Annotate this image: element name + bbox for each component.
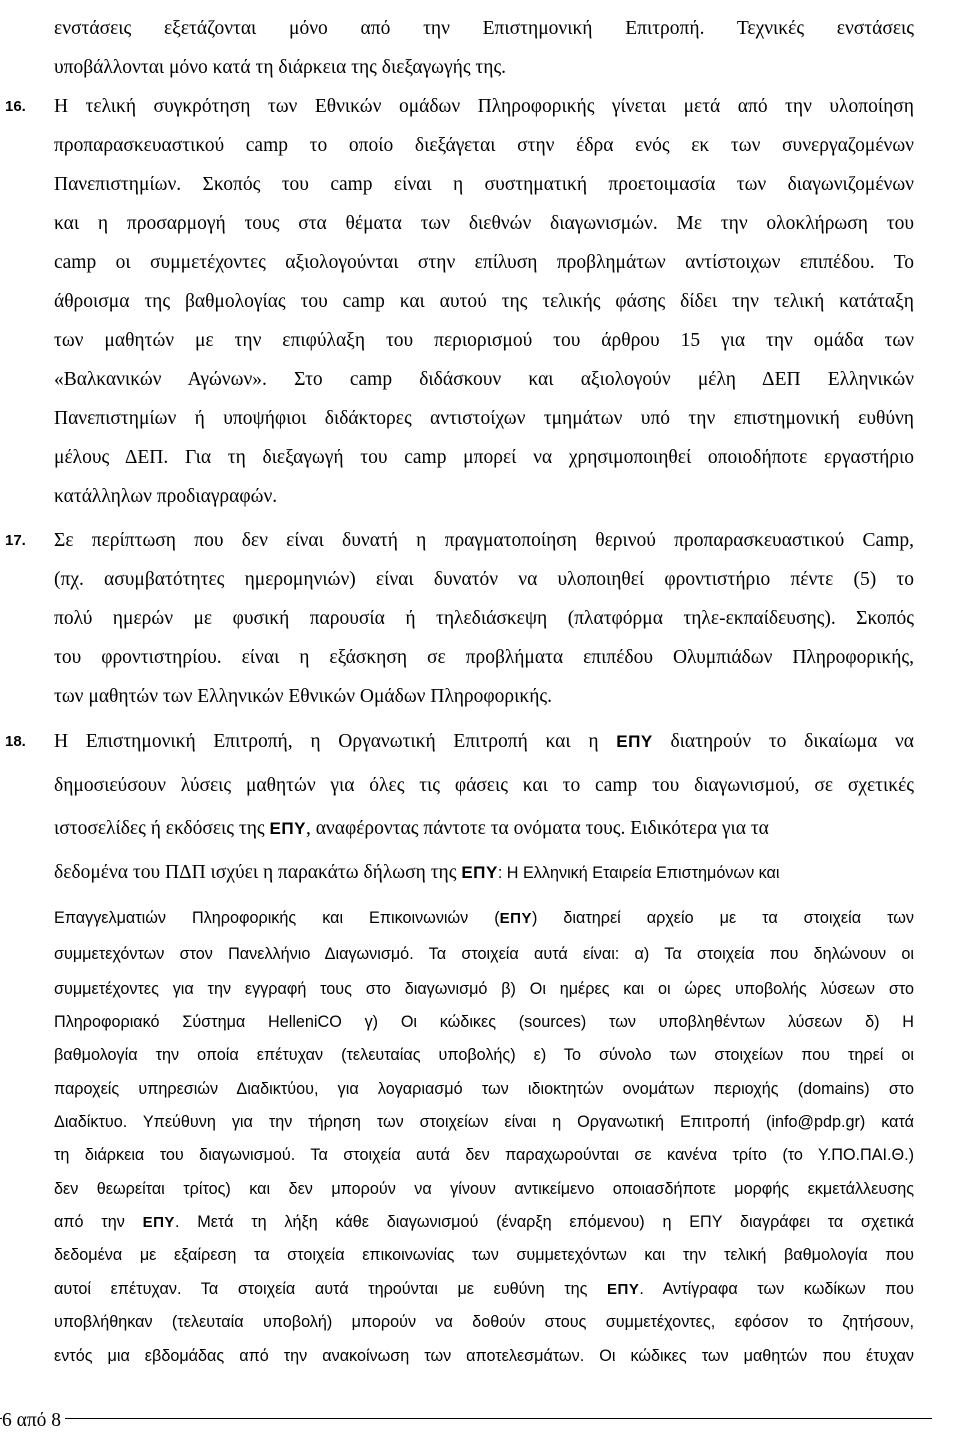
item-18-line-5-b: ) διατηρεί αρχείο με τα στοιχεία των	[531, 909, 914, 927]
item-18-line-14-a: από την	[54, 1213, 125, 1231]
item-18-line-15: δεδομένα με εξαίρεση τα στοιχεία επικοινωνίας των συμμετεχόντων και την τελική βαθμολογία που	[54, 1246, 914, 1264]
item-18-line-5	[54, 909, 914, 928]
item-16-line-10: μέλους ΔΕΠ. Για τη διεξαγωγή του camp μπορεί να χρησιμοποιηθεί οποιοδήποτε εργαστήριο	[54, 447, 914, 468]
item-18-line-8: Πληροφοριακό Σύστημα HelleniCO γ) Οι κώδικες (sources) των υποβληθέντων λύσεων δ) Η	[54, 1013, 914, 1031]
item-16-number: 16.	[5, 98, 26, 115]
item-17-line-1: Σε περίπτωση που δεν είναι δυνατή η πραγματοποίηση θερινού προπαρασκευαστικού Camp,	[54, 530, 914, 551]
item-18-line-4-b: : Η Ελληνική Εταιρεία Επιστημόνων και	[497, 864, 780, 882]
item-18-line-11: Διαδίκτυο. Υπεύθυνη για την τήρηση των στοιχείων είναι η Οργανωτική Επιτροπή (info@pdp.gr) κατά	[54, 1113, 914, 1131]
item-18-line-2: δημοσιεύσουν λύσεις μαθητών για όλες τις φάσεις και το camp του διαγωνισμού, σε σχετικές	[54, 775, 914, 796]
item-18-line-7: συμμετέχοντες για την εγγραφή τους στο διαγωνισμό β) Οι ημέρες και οι ώρες υποβολής λύσεων στο	[54, 980, 914, 998]
item-16-line-4: και η προσαρμογή τους στα θέματα των διεθνών διαγωνισμών. Με την ολοκλήρωση του	[54, 213, 914, 234]
item-18-line-3	[54, 818, 769, 840]
item-18-line-3-b: , αναφέροντας πάντοτε τα ονόματα τους. Ειδικότερα για τα	[305, 818, 769, 839]
item-17-number: 17.	[5, 532, 26, 549]
item-18-line-1	[54, 731, 914, 753]
item-18-line-12: τη διάρκεια του διαγωνισμού. Τα στοιχεία αυτά δεν παραχωρούνται σε κανένα τρίτο (το Υ.ΠΟ.ΠΑΙ.Θ.)	[54, 1146, 914, 1164]
epy-acronym: ΕΠΥ	[607, 1281, 640, 1298]
epy-acronym: ΕΠΥ	[461, 863, 498, 882]
item-16-line-5: camp οι συμμετέχοντες αξιολογούνται στην επίλυση προβλημάτων αντίστοιχων επιπέδου. Το	[54, 252, 914, 273]
item-16-line-1: Η τελική συγκρότηση των Εθνικών ομάδων Πληροφορικής γίνεται μετά από την υλοποίηση	[54, 96, 914, 117]
item-18-line-9: βαθμολογία την οποία επέτυχαν (τελευταίας υποβολής) ε) Το σύνολο των στοιχείων που τηρεί οι	[54, 1046, 914, 1064]
item-16-line-7: των μαθητών με την επιφύλαξη του περιορισμού του άρθρου 15 για την ομάδα των	[54, 330, 914, 351]
intro-line-2: υποβάλλονται μόνο κατά τη διάρκεια της διεξαγωγής της.	[54, 57, 507, 78]
item-18-line-10: παροχείς υπηρεσιών Διαδικτύου, για λογαριασμό των ιδιοκτητών ονομάτων περιοχής (domains) στο	[54, 1080, 914, 1098]
item-17-line-3: πολύ ημερών με φυσική παρουσία ή τηλεδιάσκεψη (πλατφόρμα τηλε-εκπαίδευσης). Σκοπός	[54, 608, 914, 629]
item-18-line-5-a: Επαγγελματιών Πληροφορικής και Επικοινωνιών (	[54, 909, 500, 927]
item-16-line-8: «Βαλκανικών Αγώνων». Στο camp διδάσκουν και αξιολογούν μέλη ΔΕΠ Ελληνικών	[54, 369, 914, 390]
item-18-line-1-a: Η Επιστημονική Επιτροπή, η Οργανωτική Επιτροπή και η	[54, 731, 599, 752]
item-18-line-3-a: ιστοσελίδες ή εκδόσεις της	[54, 818, 265, 839]
epy-acronym: ΕΠΥ	[616, 732, 653, 751]
item-18-line-18: εντός μια εβδομάδας από την ανακοίνωση των αποτελεσμάτων. Οι κώδικες των μαθητών που έτυχαν	[54, 1347, 914, 1365]
epy-acronym: ΕΠΥ	[142, 1214, 175, 1231]
item-18-line-13: δεν θεωρείται τρίτος) και δεν μπορούν να γίνουν αντικείμενο οποιασδήποτε μορφής εκμετάλλευσης	[54, 1180, 914, 1198]
item-16-line-2: προπαρασκευαστικού camp το οποίο διεξάγεται στην έδρα ενός εκ των συνεργαζομένων	[54, 135, 914, 156]
item-16-line-3: Πανεπιστημίων. Σκοπός του camp είναι η συστηματική προετοιμασία των διαγωνιζομένων	[54, 174, 914, 195]
intro-line-1: ενστάσεις εξετάζονται μόνο από την Επιστημονική Επιτροπή. Τεχνικές ενστάσεις	[54, 18, 914, 39]
item-18-line-6: συμμετεχόντων στον Πανελλήνιο Διαγωνισμό. Τα στοιχεία αυτά είναι: α) Τα στοιχεία που δηλώνουν οι	[54, 945, 914, 963]
item-16-line-11: κατάλληλων προδιαγραφών.	[54, 486, 278, 507]
item-18-line-4	[54, 862, 780, 884]
item-18-line-16	[54, 1280, 914, 1299]
item-18-number: 18.	[5, 733, 26, 750]
item-18-line-14	[54, 1213, 914, 1232]
item-18-line-4-a: δεδομένα του ΠΔΠ ισχύει η παρακάτω δήλωση της	[54, 862, 457, 883]
footer-rule	[0, 1418, 932, 1419]
item-18-line-17: υποβλήθηκαν (τελευταία υποβολή) μπορούν να δοθούν στους συμμετέχοντες, εφόσον το ζητήσουν,	[54, 1313, 914, 1331]
item-16-line-9: Πανεπιστημίων ή υποψήφιοι διδάκτορες αντιστοίχων τμημάτων υπό την επιστημονική ευθύνη	[54, 408, 914, 429]
item-16-line-6: άθροισμα της βαθμολογίας του camp και αυτού της τελικής φάσης δίδει την τελική κατάταξη	[54, 291, 914, 312]
item-17-line-2: (πχ. ασυμβατότητες ημερομηνιών) είναι δυνατόν να υλοποιηθεί φροντιστήριο πέντε (5) το	[54, 569, 914, 590]
epy-acronym: ΕΠΥ	[499, 910, 532, 927]
item-18-line-1-b: διατηρούν το δικαίωμα να	[670, 731, 914, 752]
item-17-line-4: του φροντιστηρίου. είναι η εξάσκηση σε προβλήματα επιπέδου Ολυμπιάδων Πληροφορικής,	[54, 647, 914, 668]
item-18-line-14-b: . Μετά τη λήξη κάθε διαγωνισμού (έναρξη επόμενου) η ΕΠΥ διαγράφει τα σχετικά	[174, 1213, 914, 1231]
item-18-line-16-a: αυτοί επέτυχαν. Τα στοιχεία αυτά τηρούνται με ευθύνη της	[54, 1280, 588, 1298]
item-18-line-16-b: . Αντίγραφα των κωδίκων που	[639, 1280, 914, 1298]
item-17-line-5: των μαθητών των Ελληνικών Εθνικών Ομάδων Πληροφορικής.	[54, 686, 553, 707]
page-number: 6 από 8	[2, 1410, 65, 1432]
epy-acronym: ΕΠΥ	[269, 819, 306, 838]
